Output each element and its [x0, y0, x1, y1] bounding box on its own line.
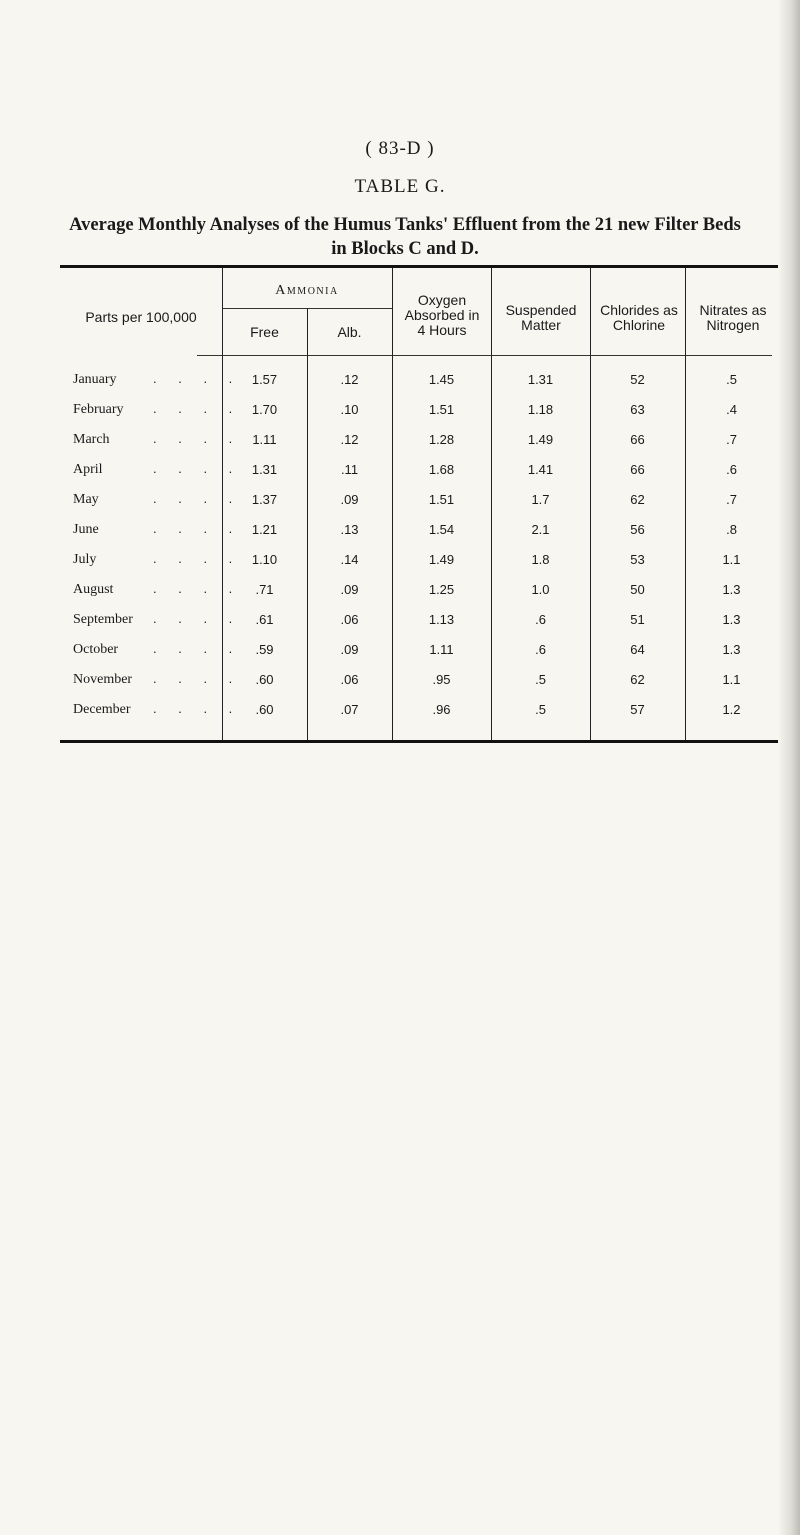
- header-oxygen: Oxygen Absorbed in 4 Hours: [404, 292, 480, 338]
- suspended-value: 1.7: [531, 492, 550, 507]
- month-label: April: [73, 462, 103, 477]
- chlorides-value: 57: [630, 702, 645, 717]
- header-free: Free: [250, 324, 279, 340]
- oxygen-value: 1.28: [428, 432, 455, 447]
- leader-dots: . . . .: [153, 611, 242, 626]
- nitrates-value: 1.1: [722, 672, 741, 687]
- suspended-value: 1.8: [531, 552, 550, 567]
- header-ammonia: Ammonia: [275, 283, 339, 298]
- chlorides-value: 62: [630, 492, 645, 507]
- chlorides-value: 52: [630, 372, 645, 387]
- nitrates-value: 1.2: [722, 702, 741, 717]
- chlorides-value: 66: [630, 432, 645, 447]
- table-label: TABLE G.: [354, 176, 446, 197]
- suspended-value: .6: [535, 612, 546, 627]
- page-edge-shadow: [778, 0, 800, 1535]
- leader-dots: . . . .: [153, 701, 242, 716]
- table-bottom-rule: [60, 740, 778, 743]
- suspended-value: .6: [535, 642, 546, 657]
- nitrates-value: .6: [726, 462, 737, 477]
- leader-dots: . . . .: [153, 581, 242, 596]
- alb-ammonia-value: .09: [340, 582, 359, 597]
- month-label: December: [73, 702, 131, 717]
- free-ammonia-value: 1.70: [251, 402, 278, 417]
- month-label: February: [73, 402, 124, 417]
- table-row: [60, 492, 778, 522]
- chlorides-value: 53: [630, 552, 645, 567]
- table-caption: Average Monthly Analyses of the Humus Tanks' Effluent from the 21 new Filter Beds in Blocks C and D.: [69, 215, 741, 259]
- oxygen-value: 1.11: [429, 642, 454, 657]
- chlorides-value: 51: [630, 612, 645, 627]
- chlorides-value: 50: [630, 582, 645, 597]
- free-ammonia-value: .60: [255, 702, 274, 717]
- alb-ammonia-value: .09: [340, 642, 359, 657]
- chlorides-value: 64: [630, 642, 645, 657]
- alb-ammonia-value: .06: [340, 672, 359, 687]
- chlorides-value: 66: [630, 462, 645, 477]
- month-label: January: [73, 372, 117, 387]
- table-row: [60, 642, 778, 672]
- free-ammonia-value: 1.31: [251, 462, 278, 477]
- nitrates-value: .8: [726, 522, 737, 537]
- table-row: [60, 552, 778, 582]
- free-ammonia-value: .59: [255, 642, 274, 657]
- leader-dots: . . . .: [153, 431, 242, 446]
- suspended-value: 2.1: [531, 522, 550, 537]
- leader-dots: . . . .: [153, 491, 242, 506]
- leader-dots: . . . .: [153, 521, 242, 536]
- page-number: ( 83-D ): [365, 138, 435, 159]
- nitrates-value: .5: [726, 372, 737, 387]
- suspended-value: 1.49: [527, 432, 554, 447]
- free-ammonia-value: .60: [255, 672, 274, 687]
- alb-ammonia-value: .12: [340, 432, 359, 447]
- table-row: [60, 612, 778, 642]
- leader-dots: . . . .: [153, 401, 242, 416]
- oxygen-value: 1.51: [428, 492, 455, 507]
- alb-ammonia-value: .07: [340, 702, 359, 717]
- table-row: [60, 672, 778, 702]
- suspended-value: 1.0: [531, 582, 550, 597]
- oxygen-value: 1.54: [428, 522, 455, 537]
- header-chlorides: Chlorides as Chlorine: [600, 302, 678, 333]
- alb-ammonia-value: .11: [340, 462, 359, 477]
- oxygen-value: 1.51: [428, 402, 455, 417]
- oxygen-value: .95: [432, 672, 451, 687]
- month-label: July: [73, 552, 97, 567]
- suspended-value: 1.41: [527, 462, 554, 477]
- chlorides-value: 56: [630, 522, 645, 537]
- header-alb: Alb.: [337, 324, 362, 340]
- header-suspended: Suspended Matter: [505, 302, 577, 333]
- nitrates-value: .7: [726, 492, 737, 507]
- alb-ammonia-value: .09: [340, 492, 359, 507]
- header-nitrates: Nitrates as Nitrogen: [699, 302, 767, 333]
- suspended-value: 1.18: [527, 402, 554, 417]
- nitrates-value: 1.3: [722, 582, 741, 597]
- leader-dots: . . . .: [153, 371, 242, 386]
- header-parts: Parts per 100,000: [85, 309, 197, 325]
- oxygen-value: 1.13: [428, 612, 455, 627]
- nitrates-value: 1.3: [722, 642, 741, 657]
- month-label: September: [73, 612, 133, 627]
- month-label: May: [73, 492, 99, 507]
- free-ammonia-value: 1.10: [251, 552, 278, 567]
- oxygen-value: 1.68: [428, 462, 455, 477]
- alb-ammonia-value: .06: [340, 612, 359, 627]
- free-ammonia-value: .71: [255, 582, 274, 597]
- chlorides-value: 63: [630, 402, 645, 417]
- month-label: June: [73, 522, 99, 537]
- leader-dots: . . . .: [153, 461, 242, 476]
- chlorides-value: 62: [630, 672, 645, 687]
- month-label: October: [73, 642, 119, 657]
- table-row: [60, 582, 778, 612]
- suspended-value: .5: [535, 672, 546, 687]
- oxygen-value: .96: [432, 702, 451, 717]
- suspended-value: .5: [535, 702, 546, 717]
- oxygen-value: 1.45: [428, 372, 455, 387]
- month-label: March: [73, 432, 110, 447]
- alb-ammonia-value: .12: [340, 372, 359, 387]
- oxygen-value: 1.49: [428, 552, 455, 567]
- month-label: November: [73, 672, 133, 687]
- leader-dots: . . . .: [153, 671, 242, 686]
- nitrates-value: .7: [726, 432, 737, 447]
- leader-dots: . . . .: [153, 641, 242, 656]
- nitrates-value: 1.1: [722, 552, 741, 567]
- leader-dots: . . . .: [153, 551, 242, 566]
- alb-ammonia-value: .10: [340, 402, 359, 417]
- free-ammonia-value: 1.21: [251, 522, 278, 537]
- free-ammonia-value: 1.57: [251, 372, 278, 387]
- alb-ammonia-value: .13: [340, 522, 359, 537]
- table-top-rule: [60, 265, 778, 268]
- nitrates-value: .4: [726, 402, 737, 417]
- nitrates-value: 1.3: [722, 612, 741, 627]
- table-row: [60, 462, 778, 492]
- free-ammonia-value: 1.37: [251, 492, 278, 507]
- free-ammonia-value: 1.11: [252, 432, 277, 447]
- table-row: [60, 522, 778, 552]
- suspended-value: 1.31: [527, 372, 554, 387]
- oxygen-value: 1.25: [428, 582, 455, 597]
- month-label: August: [73, 582, 114, 597]
- free-ammonia-value: .61: [255, 612, 274, 627]
- table-row: [60, 402, 778, 432]
- table-row: [60, 372, 778, 402]
- alb-ammonia-value: .14: [340, 552, 359, 567]
- table-row: [60, 702, 778, 732]
- table-row: [60, 432, 778, 462]
